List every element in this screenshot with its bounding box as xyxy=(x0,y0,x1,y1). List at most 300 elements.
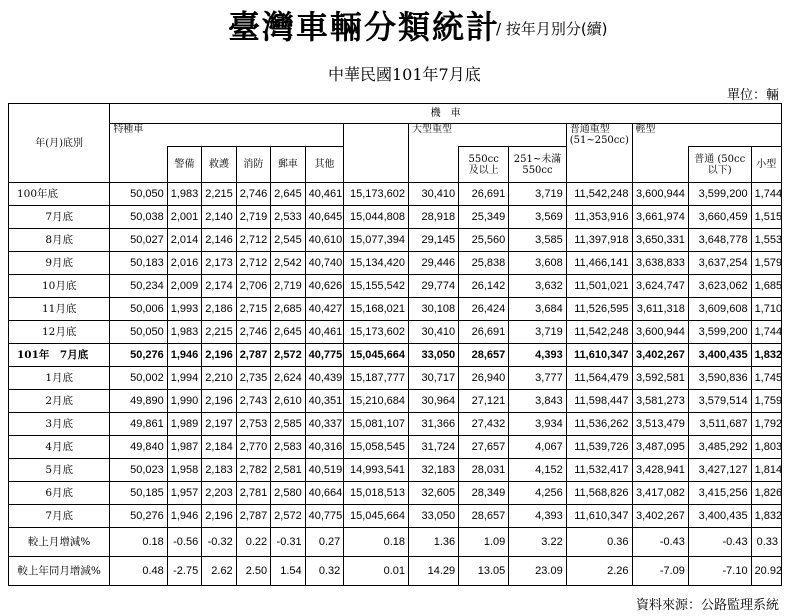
table-cell: 3,843 xyxy=(509,390,566,413)
table-cell: 1,946 xyxy=(167,505,201,528)
table-cell: 2,140 xyxy=(202,206,236,229)
table-cell: 28,918 xyxy=(409,206,459,229)
table-cell: 1.54 xyxy=(271,557,305,586)
row-label: 4月底 xyxy=(9,436,110,459)
table-cell: 2,610 xyxy=(271,390,305,413)
table-row xyxy=(9,390,782,413)
table-cell: 50,276 xyxy=(110,344,167,367)
table-cell: 29,145 xyxy=(409,229,459,252)
table-cell: 1,946 xyxy=(167,344,201,367)
table-cell: 0.33 xyxy=(751,528,781,557)
row-label: 100年底 xyxy=(9,183,110,206)
row-label: 11月底 xyxy=(9,298,110,321)
table-cell: 40,740 xyxy=(305,252,344,275)
table-cell: 2,719 xyxy=(236,206,270,229)
table-cell: 11,397,918 xyxy=(566,229,632,252)
table-cell: 3,513,479 xyxy=(632,413,688,436)
table-cell: 2,215 xyxy=(202,321,236,344)
table-cell: 15,081,107 xyxy=(344,413,409,436)
table-cell: 1,745 xyxy=(751,367,781,390)
row-label: 9月底 xyxy=(9,252,110,275)
table-cell: 30,410 xyxy=(409,321,459,344)
table-cell: 15,155,542 xyxy=(344,275,409,298)
table-cell: 30,108 xyxy=(409,298,459,321)
table-cell: 40,351 xyxy=(305,390,344,413)
table-cell: 1,579 xyxy=(751,252,781,275)
table-cell: 1,553 xyxy=(751,229,781,252)
table-cell: 3,600,944 xyxy=(632,321,688,344)
table-cell: 2,184 xyxy=(202,436,236,459)
table-cell: 2,014 xyxy=(167,229,201,252)
table-cell: 1.36 xyxy=(409,528,459,557)
table-cell: 3,632 xyxy=(509,275,566,298)
table-cell: 2,197 xyxy=(202,413,236,436)
row-label: 2月底 xyxy=(9,390,110,413)
table-cell: 28,031 xyxy=(459,459,509,482)
table-cell: 0.22 xyxy=(236,528,270,557)
table-cell: 3,684 xyxy=(509,298,566,321)
table-cell: 0.18 xyxy=(344,528,409,557)
table-cell: 2,196 xyxy=(202,390,236,413)
table-cell: 2.50 xyxy=(236,557,270,586)
header-special-total xyxy=(110,147,167,183)
header-large-heavy: 大型重型 xyxy=(409,124,567,147)
table-cell: 1,744 xyxy=(751,183,781,206)
table-cell: 28,349 xyxy=(459,482,509,505)
table-cell: 49,861 xyxy=(110,413,167,436)
table-cell: 2,580 xyxy=(271,482,305,505)
table-cell: 11,610,347 xyxy=(566,344,632,367)
table-cell: 11,542,248 xyxy=(566,183,632,206)
table-cell: 50,234 xyxy=(110,275,167,298)
table-cell: 2,787 xyxy=(236,344,270,367)
table-cell: 49,840 xyxy=(110,436,167,459)
table-cell: 3,637,254 xyxy=(688,252,751,275)
table-cell: 30,717 xyxy=(409,367,459,390)
table-cell: 3,581,273 xyxy=(632,390,688,413)
table-cell: 26,424 xyxy=(459,298,509,321)
table-cell: 2,706 xyxy=(236,275,270,298)
table-cell: 50,050 xyxy=(110,321,167,344)
table-cell: 28,657 xyxy=(459,344,509,367)
table-cell: 3,934 xyxy=(509,413,566,436)
table-cell: 11,564,479 xyxy=(566,367,632,390)
table-cell: -7.09 xyxy=(632,557,688,586)
table-cell: 2,585 xyxy=(271,413,305,436)
table-cell: 40,439 xyxy=(305,367,344,390)
table-cell: 26,691 xyxy=(459,321,509,344)
table-cell: 3,400,435 xyxy=(688,344,751,367)
table-cell: 20.92 xyxy=(751,557,781,586)
table-cell: 3,624,747 xyxy=(632,275,688,298)
table-cell: 2.62 xyxy=(202,557,236,586)
table-cell: 40,337 xyxy=(305,413,344,436)
table-cell: 3,609,608 xyxy=(688,298,751,321)
table-cell: 1,792 xyxy=(751,413,781,436)
header-large-heavy-total xyxy=(409,147,459,183)
table-cell: 13.05 xyxy=(459,557,509,586)
table-cell: 15,210,684 xyxy=(344,390,409,413)
table-cell: 15,045,664 xyxy=(344,344,409,367)
table-cell: 15,173,602 xyxy=(344,321,409,344)
header-moto-total xyxy=(344,124,409,147)
table-cell: 2,581 xyxy=(271,459,305,482)
table-cell: 3,415,256 xyxy=(688,482,751,505)
unit-label: 單位：輛 xyxy=(726,88,779,103)
table-cell: 26,691 xyxy=(459,183,509,206)
table-cell: 3,511,687 xyxy=(688,413,751,436)
header-small: 小型 xyxy=(751,147,781,183)
table-cell: 3,579,514 xyxy=(688,390,751,413)
table-cell: 0.32 xyxy=(305,557,344,586)
table-cell: 11,542,248 xyxy=(566,321,632,344)
table-cell: 11,568,826 xyxy=(566,482,632,505)
table-cell: 25,838 xyxy=(459,252,509,275)
table-cell: 15,168,021 xyxy=(344,298,409,321)
table-cell: 1,994 xyxy=(167,367,201,390)
table-cell: 2,735 xyxy=(236,367,270,390)
table-cell: 1,803 xyxy=(751,436,781,459)
table-cell: 2,685 xyxy=(271,298,305,321)
table-cell: 50,185 xyxy=(110,482,167,505)
table-cell: 3,599,200 xyxy=(688,321,751,344)
table-cell: 2,712 xyxy=(236,252,270,275)
table-cell: 3,648,778 xyxy=(688,229,751,252)
table-cell: 2,787 xyxy=(236,505,270,528)
header-ordinary-light: 普通 (50cc以下) xyxy=(688,147,751,183)
report-date: 中華民國101年7月底 xyxy=(328,65,481,84)
table-cell: 3,719 xyxy=(509,321,566,344)
table-cell: 2,624 xyxy=(271,367,305,390)
vehicle-stats-table xyxy=(8,103,782,586)
header xyxy=(0,0,791,60)
table-cell: 3,660,459 xyxy=(688,206,751,229)
table-cell: 4,393 xyxy=(509,344,566,367)
table-cell: 15,044,808 xyxy=(344,206,409,229)
table-cell: 2,009 xyxy=(167,275,201,298)
table-cell: 3,400,435 xyxy=(688,505,751,528)
table-row xyxy=(9,557,782,586)
row-label: 12月底 xyxy=(9,321,110,344)
header-other: 其他 xyxy=(305,147,344,183)
table-cell: 2,210 xyxy=(202,367,236,390)
table-cell: 50,006 xyxy=(110,298,167,321)
table-cell: 25,349 xyxy=(459,206,509,229)
table-cell: 14.29 xyxy=(409,557,459,586)
header-fire: 消防 xyxy=(236,147,270,183)
table-cell: 3,485,292 xyxy=(688,436,751,459)
row-label: 3月底 xyxy=(9,413,110,436)
table-cell: 25,560 xyxy=(459,229,509,252)
table-cell: 1,710 xyxy=(751,298,781,321)
page-subtitle: / 按年月別分(續) xyxy=(496,20,608,38)
table-cell: 50,023 xyxy=(110,459,167,482)
table-cell: -7.10 xyxy=(688,557,751,586)
table-cell: 11,501,021 xyxy=(566,275,632,298)
table-cell: 2,782 xyxy=(236,459,270,482)
table-cell: 15,173,602 xyxy=(344,183,409,206)
table-cell: -0.43 xyxy=(688,528,751,557)
table-cell: 11,536,262 xyxy=(566,413,632,436)
header-postal: 郵車 xyxy=(271,147,305,183)
table-cell: 0.36 xyxy=(566,528,632,557)
table-row xyxy=(9,344,782,367)
table-cell: 3,719 xyxy=(509,183,566,206)
table-cell: 2,203 xyxy=(202,482,236,505)
table-cell: 1,814 xyxy=(751,459,781,482)
table-cell: 33,050 xyxy=(409,344,459,367)
table-cell: 40,316 xyxy=(305,436,344,459)
header-550cc: 550cc 及以上 xyxy=(459,147,509,183)
table-cell: 11,532,417 xyxy=(566,459,632,482)
table-cell: 15,045,664 xyxy=(344,505,409,528)
table-cell: 2,173 xyxy=(202,252,236,275)
table-cell: 23.09 xyxy=(509,557,566,586)
table-cell: 32,183 xyxy=(409,459,459,482)
table-cell: 2.26 xyxy=(566,557,632,586)
table-row xyxy=(9,459,782,482)
header-251cc: 251~未滿 550cc xyxy=(509,147,566,183)
page-title: 臺灣車輛分類統計 xyxy=(228,8,501,46)
table-cell: 30,410 xyxy=(409,183,459,206)
data-source: 資料來源：公路監理系統 xyxy=(635,598,779,613)
table-row xyxy=(9,413,782,436)
table-cell: -0.32 xyxy=(202,528,236,557)
table-cell: 15,134,420 xyxy=(344,252,409,275)
table-cell: 27,121 xyxy=(459,390,509,413)
table-row xyxy=(9,528,782,557)
table-row xyxy=(9,505,782,528)
table-row xyxy=(9,436,782,459)
table-cell: 11,466,141 xyxy=(566,252,632,275)
table-row xyxy=(9,275,782,298)
table-cell: 3,599,200 xyxy=(688,183,751,206)
table-cell: 14,993,541 xyxy=(344,459,409,482)
table-cell: 2,715 xyxy=(236,298,270,321)
table-cell: 2,183 xyxy=(202,459,236,482)
table-cell: 2,533 xyxy=(271,206,305,229)
table-cell: 2,746 xyxy=(236,183,270,206)
table-cell: 4,152 xyxy=(509,459,566,482)
table-cell: 2,146 xyxy=(202,229,236,252)
table-cell: 1,987 xyxy=(167,436,201,459)
row-label: 較上月增減% xyxy=(9,528,110,557)
table-cell: 3,650,331 xyxy=(632,229,688,252)
table-cell: 40,461 xyxy=(305,183,344,206)
row-label: 7月底 xyxy=(9,206,110,229)
table-cell: -0.43 xyxy=(632,528,688,557)
table-cell: 4,067 xyxy=(509,436,566,459)
table-cell: 40,775 xyxy=(305,344,344,367)
table-cell: 2,743 xyxy=(236,390,270,413)
table-cell: 3,592,581 xyxy=(632,367,688,390)
table-cell: 3,585 xyxy=(509,229,566,252)
table-cell: 0.01 xyxy=(344,557,409,586)
table-cell: 31,366 xyxy=(409,413,459,436)
table-cell: 29,446 xyxy=(409,252,459,275)
table-cell: 3,590,836 xyxy=(688,367,751,390)
table-cell: 2,645 xyxy=(271,183,305,206)
table-cell: 1,957 xyxy=(167,482,201,505)
table-cell: 11,353,916 xyxy=(566,206,632,229)
table-cell: 2,572 xyxy=(271,505,305,528)
table-cell: 3,417,082 xyxy=(632,482,688,505)
table-cell: 1,515 xyxy=(751,206,781,229)
table-cell: 50,050 xyxy=(110,183,167,206)
table-cell: 2,196 xyxy=(202,344,236,367)
table-cell: 2,712 xyxy=(236,229,270,252)
table-cell: 1,832 xyxy=(751,505,781,528)
table-cell: 3,569 xyxy=(509,206,566,229)
table-cell: 49,890 xyxy=(110,390,167,413)
table-cell: 3,611,318 xyxy=(632,298,688,321)
table-cell: 2,196 xyxy=(202,505,236,528)
table-cell: 15,187,777 xyxy=(344,367,409,390)
table-cell: 2,770 xyxy=(236,436,270,459)
table-body xyxy=(9,183,782,586)
table-cell: 40,427 xyxy=(305,298,344,321)
row-label: 8月底 xyxy=(9,229,110,252)
table-cell: 2,016 xyxy=(167,252,201,275)
header-motorcycle: 機 車 xyxy=(110,104,782,124)
table-cell: 11,598,447 xyxy=(566,390,632,413)
table-cell: 2,583 xyxy=(271,436,305,459)
header-special: 特種車 xyxy=(110,124,344,147)
table-cell: 15,018,513 xyxy=(344,482,409,505)
table-cell: 1,759 xyxy=(751,390,781,413)
table-cell: 3,638,833 xyxy=(632,252,688,275)
header-light-total xyxy=(632,147,688,183)
row-label: 5月底 xyxy=(9,459,110,482)
row-label: 較上年同月增減% xyxy=(9,557,110,586)
table-cell: 1,685 xyxy=(751,275,781,298)
table-cell: 50,276 xyxy=(110,505,167,528)
table-header xyxy=(9,104,782,183)
table-row xyxy=(9,206,782,229)
table-cell: 1,744 xyxy=(751,321,781,344)
table-cell: 32,605 xyxy=(409,482,459,505)
table-cell: 4,393 xyxy=(509,505,566,528)
table-cell: 0.27 xyxy=(305,528,344,557)
table-cell: 40,664 xyxy=(305,482,344,505)
table-cell: 3.22 xyxy=(509,528,566,557)
header-moto-total-lower xyxy=(344,147,409,183)
table-cell: 1,989 xyxy=(167,413,201,436)
table-cell: 40,626 xyxy=(305,275,344,298)
table-cell: 4,256 xyxy=(509,482,566,505)
table-cell: 3,777 xyxy=(509,367,566,390)
table-cell: 2,746 xyxy=(236,321,270,344)
table-cell: 30,964 xyxy=(409,390,459,413)
table-cell: 3,661,974 xyxy=(632,206,688,229)
table-cell: 40,775 xyxy=(305,505,344,528)
table-cell: 27,432 xyxy=(459,413,509,436)
table-cell: -0.31 xyxy=(271,528,305,557)
table-cell: 50,183 xyxy=(110,252,167,275)
table-cell: 40,519 xyxy=(305,459,344,482)
table-cell: 1.09 xyxy=(459,528,509,557)
table-row xyxy=(9,367,782,390)
table-cell: 1,983 xyxy=(167,321,201,344)
table-cell: 11,526,595 xyxy=(566,298,632,321)
table-cell: 40,461 xyxy=(305,321,344,344)
header-rescue: 救護 xyxy=(202,147,236,183)
table-cell: 15,058,545 xyxy=(344,436,409,459)
table-row xyxy=(9,252,782,275)
row-label: 1月底 xyxy=(9,367,110,390)
table-cell: 40,645 xyxy=(305,206,344,229)
table-row xyxy=(9,183,782,206)
table-row xyxy=(9,298,782,321)
header-police: 警備 xyxy=(167,147,201,183)
table-cell: 3,623,062 xyxy=(688,275,751,298)
table-cell: 2,186 xyxy=(202,298,236,321)
table-cell: 3,487,095 xyxy=(632,436,688,459)
row-label: 7月底 xyxy=(9,505,110,528)
header-period: 年(月)底別 xyxy=(9,104,110,183)
table-cell: 40,610 xyxy=(305,229,344,252)
row-label: 6月底 xyxy=(9,482,110,505)
table-cell: 26,940 xyxy=(459,367,509,390)
table-cell: 2,719 xyxy=(271,275,305,298)
table-cell: 50,002 xyxy=(110,367,167,390)
row-label: 101年 7月底 xyxy=(9,344,110,367)
table-cell: -2.75 xyxy=(167,557,201,586)
table-cell: 2,781 xyxy=(236,482,270,505)
table-cell: 31,724 xyxy=(409,436,459,459)
table-cell: 2,174 xyxy=(202,275,236,298)
table-cell: 33,050 xyxy=(409,505,459,528)
table-cell: 15,077,394 xyxy=(344,229,409,252)
table-cell: 1,832 xyxy=(751,344,781,367)
table-row xyxy=(9,321,782,344)
table-cell: 2,215 xyxy=(202,183,236,206)
table-cell: 0.18 xyxy=(110,528,167,557)
table-cell: 26,142 xyxy=(459,275,509,298)
table-cell: 3,427,127 xyxy=(688,459,751,482)
table-cell: 1,958 xyxy=(167,459,201,482)
table-cell: 50,038 xyxy=(110,206,167,229)
table-cell: 2,542 xyxy=(271,252,305,275)
table-cell: 2,001 xyxy=(167,206,201,229)
table-cell: 0.48 xyxy=(110,557,167,586)
table-cell: 3,608 xyxy=(509,252,566,275)
table-cell: 28,657 xyxy=(459,505,509,528)
table-cell: 2,645 xyxy=(271,321,305,344)
table-cell: 3,402,267 xyxy=(632,505,688,528)
table-cell: 50,027 xyxy=(110,229,167,252)
table-cell: 2,753 xyxy=(236,413,270,436)
table-cell: 11,610,347 xyxy=(566,505,632,528)
table-cell: 1,826 xyxy=(751,482,781,505)
table-cell: 2,572 xyxy=(271,344,305,367)
row-label: 10月底 xyxy=(9,275,110,298)
table-cell: 29,774 xyxy=(409,275,459,298)
table-cell: 3,428,941 xyxy=(632,459,688,482)
table-row xyxy=(9,229,782,252)
table-cell: 11,539,726 xyxy=(566,436,632,459)
table-cell: -0.56 xyxy=(167,528,201,557)
header-ordinary-heavy: 普通重型 (51~250cc) xyxy=(566,124,632,183)
table-cell: 3,402,267 xyxy=(632,344,688,367)
table-cell: 1,983 xyxy=(167,183,201,206)
table-cell: 2,545 xyxy=(271,229,305,252)
header-light: 輕型 xyxy=(632,124,782,147)
table-cell: 3,600,944 xyxy=(632,183,688,206)
table-cell: 27,657 xyxy=(459,436,509,459)
table-cell: 1,990 xyxy=(167,390,201,413)
table-row xyxy=(9,482,782,505)
